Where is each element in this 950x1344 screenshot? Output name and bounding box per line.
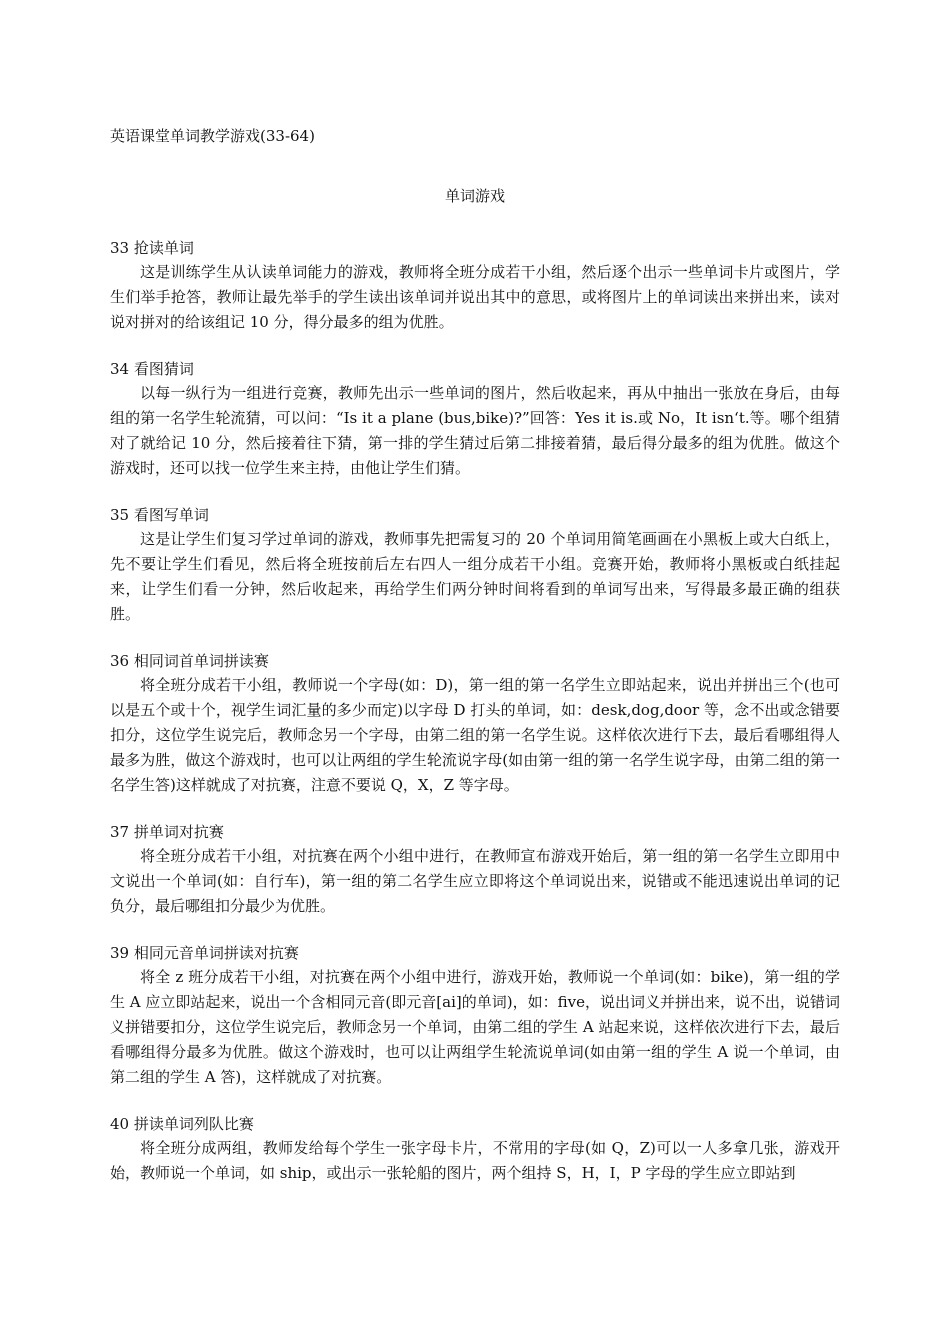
game-body: 以每一纵行为一组进行竞赛，教师先出示一些单词的图片，然后收起来，再从中抽出一张放在身后，由每组的第一名学生轮流猜，可以问：“Is it a plane (bus,bike)?”回答：Yes it is.或 No，It isn‘t.等。哪个组猜对了就给记 10 分，然后接着往下猜，第一排的学生猜过后第二排接着猜，最后得分最多的组为优胜。做这个游戏时，还可以找一位学生来主持，由他让学生们猜。 — [110, 384, 840, 477]
game-title: 34 看图猜词 — [110, 360, 194, 378]
game-section — [110, 236, 840, 335]
document-page — [110, 124, 840, 1208]
game-title: 35 看图写单词 — [110, 506, 209, 524]
game-section — [110, 357, 840, 481]
game-title: 37 拼单词对抗赛 — [110, 823, 224, 841]
game-body: 将全班分成若干小组，教师说一个字母(如：D)，第一组的第一名学生立即站起来，说出并拼出三个(也可以是五个或十个，视学生词汇量的多少而定)以字母 D 打头的单词，如：desk,dog,door 等，念不出或念错要扣分，这位学生说完后，教师念另一个字母，由第二组的第一名学生说。这样依次进行下去，最后看哪组得人最多为胜，做这个游戏时，也可以让两组的学生轮流说字母(如由第一组的第一名学生说字母，由第二组的第一名学生答)这样就成了对抗赛，注意不要说 Q，X，Z 等字母。 — [110, 676, 840, 794]
game-body: 将全 z 班分成若干小组，对抗赛在两个小组中进行，游戏开始，教师说一个单词(如：bike)，第一组的学生 A 应立即站起来，说出一个含相同元音(即元音[ai]的单词)，如：five，说出词义并拼出来，说不出，说错词义拼错要扣分，这位学生说完后，教师念另一个单词，由第二组的学生 A 站起来说，这样依次进行下去，最后看哪组得分最多为优胜。做这个游戏时，也可以让两组学生轮流说单词(如由第一组的学生 A 说一个单词，由第二组的学生 A 答)，这样就成了对抗赛。 — [110, 968, 840, 1086]
game-title: 40 拼读单词列队比赛 — [110, 1115, 254, 1133]
section-heading: 单词游戏 — [444, 187, 505, 205]
game-section — [110, 1112, 840, 1186]
game-section — [110, 503, 840, 627]
game-title: 39 相同元音单词拼读对抗赛 — [110, 944, 299, 962]
game-section — [110, 941, 840, 1090]
game-title: 36 相同词首单词拼读赛 — [110, 652, 269, 670]
game-section — [110, 649, 840, 798]
game-body: 将全班分成两组，教师发给每个学生一张字母卡片，不常用的字母(如 Q，Z)可以一人多拿几张，游戏开始，教师说一个单词，如 ship，或出示一张轮船的图片，两个组持 S，H，I，P 字母的学生应立即站到 — [110, 1139, 840, 1182]
document-title: 英语课堂单词教学游戏(33-64) — [110, 127, 315, 145]
game-title: 33 抢读单词 — [110, 239, 194, 257]
game-body: 将全班分成若干小组，对抗赛在两个小组中进行，在教师宣布游戏开始后，第一组的第一名学生立即用中文说出一个单词(如：自行车)，第一组的第二名学生应立即将这个单词说出来，说错或不能迅速说出单词的记负分，最后哪组扣分最少为优胜。 — [110, 847, 840, 915]
game-body: 这是训练学生从认读单词能力的游戏，教师将全班分成若干小组，然后逐个出示一些单词卡片或图片，学生们举手抢答，教师让最先举手的学生读出该单词并说出其中的意思，或将图片上的单词读出来拼出来，读对说对拼对的给该组记 10 分，得分最多的组为优胜。 — [110, 263, 840, 331]
game-section — [110, 820, 840, 919]
game-body: 这是让学生们复习学过单词的游戏，教师事先把需复习的 20 个单词用简笔画画在小黑板上或大白纸上，先不要让学生们看见，然后将全班按前后左右四人一组分成若干小组。竞赛开始，教师将小黑板或白纸挂起来，让学生们看一分钟，然后收起来，再给学生们两分钟时间将看到的单词写出来，写得最多最正确的组获胜。 — [110, 530, 840, 623]
